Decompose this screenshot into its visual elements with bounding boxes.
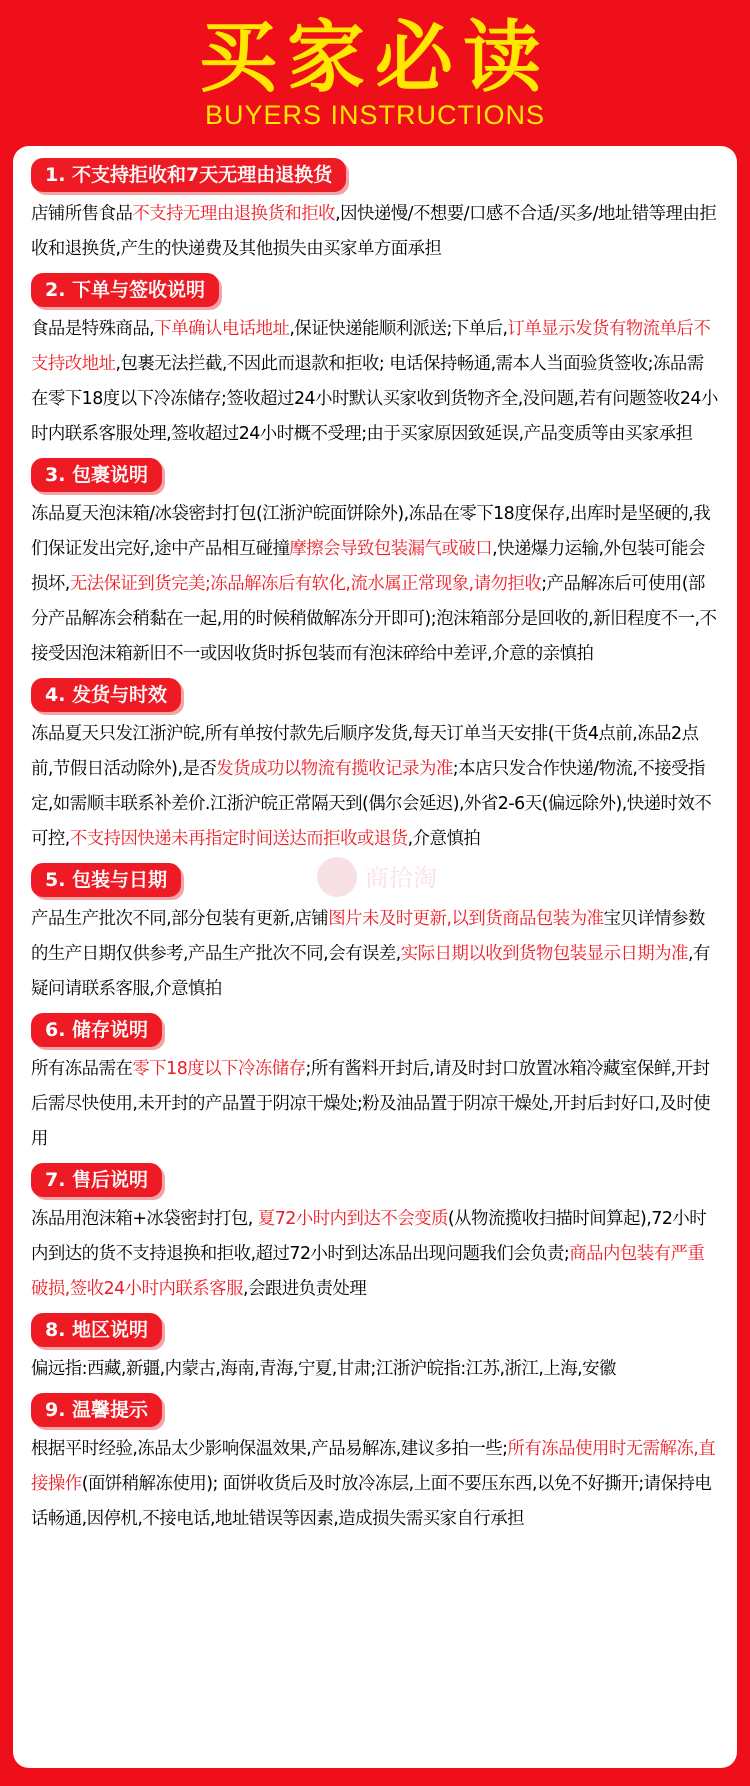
section-heading-badge: 6. 储存说明 bbox=[31, 1013, 162, 1047]
body-text: ;本店只发合作快递/物流,不接受指定,如需顺丰联系补差价.江浙沪皖正常隔天到(偶尔会延迟),外省2-6天(偏远除外),快递时效不可控, bbox=[31, 759, 712, 849]
page-subtitle: BUYERS INSTRUCTIONS bbox=[204, 100, 546, 130]
highlight-text: 实际日期以收到货物包装显示日期为准 bbox=[400, 944, 688, 964]
section-heading-badge: 8. 地区说明 bbox=[31, 1313, 162, 1347]
body-text: 偏远指:西藏,新疆,内蒙古,海南,青海,宁夏,甘肃;江浙沪皖指:江苏,浙江,上海,安徽 bbox=[31, 1359, 616, 1379]
watermark-text: 商拾淘 bbox=[365, 864, 437, 892]
highlight-text: 发货成功以物流有揽收记录为准 bbox=[216, 759, 453, 779]
body-text: 产品生产批次不同,部分包装有更新,店铺 bbox=[31, 909, 329, 929]
page-title: 买家必读 bbox=[198, 13, 551, 103]
section-heading-badge: 9. 温馨提示 bbox=[31, 1393, 162, 1427]
section-heading-badge: 3. 包裹说明 bbox=[31, 458, 162, 492]
section-body bbox=[31, 902, 719, 1007]
section-heading-badge: 2. 下单与签收说明 bbox=[31, 273, 219, 307]
section-body bbox=[31, 1432, 719, 1537]
body-text: 冻品夏天只发江浙沪皖,所有单按付款先后顺序发货,每天订单当天安排(干货4点前,冻品2点前,节假日活动除外),是否 bbox=[31, 724, 699, 779]
highlight-text: 零下18度以下冷冻储存 bbox=[132, 1059, 306, 1079]
body-text: 食品是特殊商品, bbox=[31, 319, 155, 339]
body-text: 冻品用泡沫箱+冰袋密封打包, bbox=[31, 1209, 258, 1229]
instructions-panel bbox=[13, 146, 737, 1768]
section-heading-badge: 5. 包装与日期 bbox=[31, 863, 181, 897]
highlight-text: 所有冻品使用时无需解冻,直接操作 bbox=[31, 1439, 716, 1494]
section-heading-badge: 1. 不支持拒收和7天无理由退换货 bbox=[31, 158, 346, 192]
section-body bbox=[31, 197, 719, 267]
body-text: 根据平时经验,冻品太少影响保温效果,产品易解冻,建议多拍一些; bbox=[31, 1439, 508, 1459]
section-body bbox=[31, 1352, 719, 1387]
section-body bbox=[31, 312, 719, 452]
section-5 bbox=[13, 857, 737, 1007]
body-text: ;所有酱料开封后,请及时封口放置冰箱冷藏室保鲜,开封后需尽快使用,未开封的产品置于阴凉干燥处;粉及油品置于阴凉干燥处,开封后封好口,及时使用 bbox=[31, 1059, 711, 1149]
highlight-text: 摩擦会导致包装漏气或破口 bbox=[289, 539, 493, 559]
header bbox=[0, 0, 750, 148]
body-text: 店铺所售食品 bbox=[31, 204, 133, 224]
section-body bbox=[31, 1202, 719, 1307]
highlight-text: 图片未及时更新,以到货商品包装为准 bbox=[328, 909, 604, 929]
body-text: ;产品解冻后可使用(部分产品解冻会稍黏在一起,用的时候稍做解冻分开即可);泡沫箱部分是回收的,新旧程度不一,不接受因泡沫箱新旧不一或因收货时拆包装而有泡沫碎给中差评,介意的亲慎拍 bbox=[31, 574, 717, 664]
highlight-text: 不支持无理由退换货和拒收 bbox=[132, 204, 336, 224]
body-text: (面饼稍解冻使用); 面饼收货后及时放冷冻层,上面不要压东西,以免不好撕开;请保持电话畅通,因停机,不接电话,地址错误等因素,造成损失需买家自行承担 bbox=[31, 1474, 712, 1529]
section-heading-badge: 7. 售后说明 bbox=[31, 1163, 162, 1197]
section-7 bbox=[13, 1157, 737, 1307]
body-text: ,包裹无法拦截,不因此而退款和拒收; 电话保持畅通,需本人当面验货签收;冻品需在零下18度以下冷冻储存;签收超过24小时默认买家收到货物齐全,没问题,若有问题签收24小时内联系客服处理,签收超过24小时概不受理;由于买家原因致延误,产品变质等由买家承担 bbox=[31, 354, 718, 444]
section-8 bbox=[13, 1307, 737, 1387]
body-text: (从物流揽收扫描时间算起),72小时内到达的货不支持退换和拒收,超过72小时到达冻品出现问题我们会负责; bbox=[31, 1209, 707, 1264]
section-9 bbox=[13, 1387, 737, 1537]
section-body bbox=[31, 497, 719, 672]
body-text: 宝贝详情参数的生产日期仅供参考,产品生产批次不同,会有误差, bbox=[31, 909, 705, 964]
section-body bbox=[31, 717, 719, 857]
section-heading-badge: 4. 发货与时效 bbox=[31, 678, 181, 712]
section-6 bbox=[13, 1007, 737, 1157]
body-text: ,会跟进负责处理 bbox=[242, 1279, 367, 1299]
section-3 bbox=[13, 452, 737, 672]
highlight-text: 夏72小时内到达不会变质 bbox=[257, 1209, 448, 1229]
body-text: ,快递爆力运输,外包装可能会损坏, bbox=[31, 539, 705, 594]
highlight-text: 商品内包装有严重破损,签收24小时内联系客服 bbox=[31, 1244, 705, 1299]
highlight-text: 无法保证到货完美;冻品解冻后有软化,流水属正常现象,请勿拒收 bbox=[69, 574, 542, 594]
highlight-text: 订单显示发货有物流单后不支持改地址 bbox=[31, 319, 711, 374]
highlight-text: 不支持因快递未再指定时间送达而拒收或退货 bbox=[69, 829, 408, 849]
body-text: ,介意慎拍 bbox=[407, 829, 481, 849]
section-1 bbox=[13, 146, 737, 267]
section-4 bbox=[13, 672, 737, 857]
body-text: ,因快递慢/不想要/口感不合适/买多/地址错等理由拒收和退换货,产生的快递费及其他损失由买家单方面承担 bbox=[31, 204, 717, 259]
body-text: 所有冻品需在 bbox=[31, 1059, 133, 1079]
body-text: ,保证快递能顺利派送;下单后, bbox=[289, 319, 508, 339]
section-list bbox=[13, 146, 737, 1537]
highlight-text: 下单确认电话地址 bbox=[154, 319, 290, 339]
section-body bbox=[31, 1052, 719, 1157]
section-2 bbox=[13, 267, 737, 452]
body-text: ,有疑问请联系客服,介意慎拍 bbox=[31, 944, 710, 999]
body-text: 冻品夏天泡沫箱/冰袋密封打包(江浙沪皖面饼除外),冻品在零下18度保存,出库时是坚硬的,我们保证发出完好,途中产品相互碰撞 bbox=[31, 504, 711, 559]
